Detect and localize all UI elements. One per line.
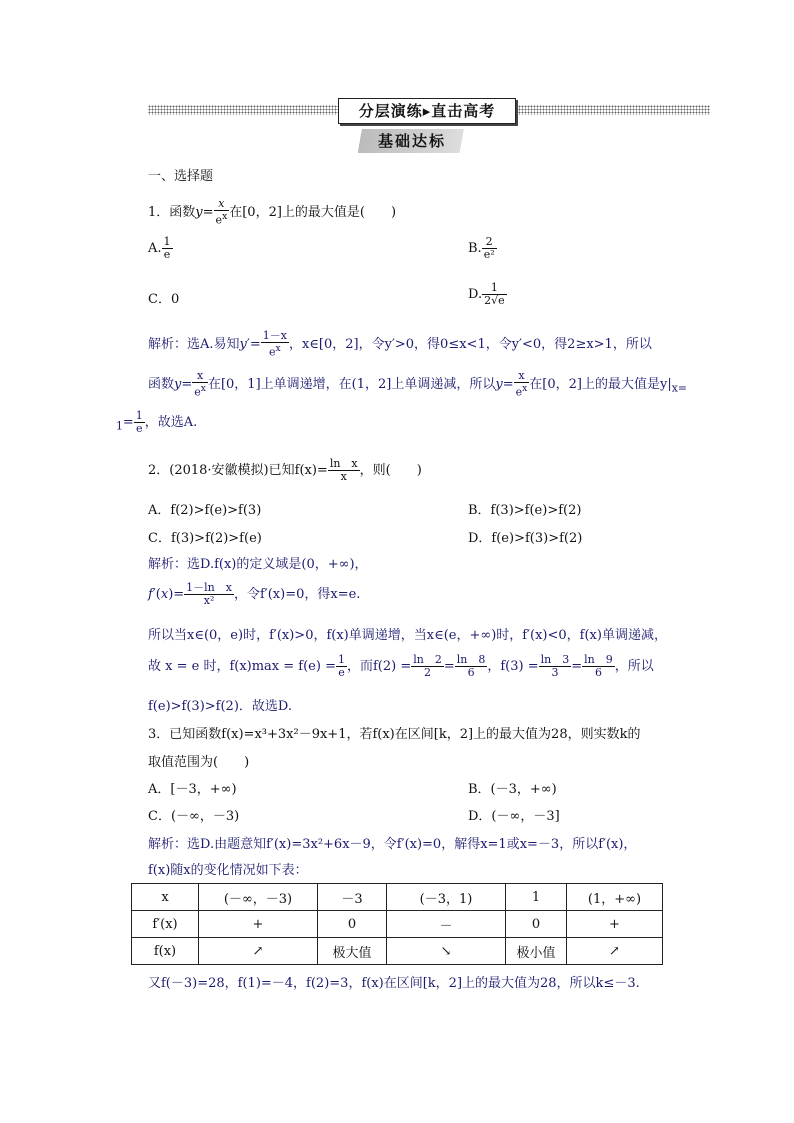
q1-option-c: C．0 (148, 292, 180, 307)
q3-solution-line2: f(x)随x的变化情况如下表： (148, 863, 308, 878)
table-row: f′(x) + 0 － 0 + (132, 911, 663, 938)
q1-option-d: D. $\frac{1}{2√e}$ (468, 281, 505, 307)
q2-solution-line4: 故 x = e 时，f(x)max = f(e) = $\frac{1}{e}$ ，而f(2) = $\frac{\ln 2}{2}$ = $\frac{\ln 8}{6}$ ，f(3) = $\frac{\ln 3}{3}$ = $\frac{\ln 9}{6}$ ，所以 (148, 653, 654, 679)
q3-option-a: A．[－3，+∞) (148, 782, 237, 797)
q2-solution-line3: 所以当x∈(0，e)时，f′(x)>0，f(x)单调递增，当x∈(e，+∞)时，f′(x)<0，f(x)单调递减， (148, 628, 667, 643)
q1-option-b: B. $\frac{2}{\text{e²}}$ (468, 235, 495, 261)
q2-option-a: A．f(2)>f(e)>f(3) (148, 503, 262, 518)
q1-option-a: A. $\frac{1}{e}$ (148, 235, 171, 261)
q3-option-c: C．(－∞，－3) (148, 809, 240, 824)
q3-stem-line2: 取值范围为( ) (148, 755, 250, 770)
q3-option-d: D．(－∞，－3] (468, 809, 560, 824)
q2-option-c: C．f(3)>f(2)>f(e) (148, 531, 262, 546)
q2-stem: 2．(2018·安徽模拟)已知f(x)= $\frac{\text{ln x}}{x}$ ，则( ) (148, 457, 422, 483)
fraction: $\frac{x}{e^x}$ (215, 197, 228, 227)
q2-solution-line2: f′(x)= $\frac{\text{1－ln x}}{\text{x²}}$ ，令f′(x)=0，得x=e. (148, 581, 361, 607)
section-title: 一、选择题 (148, 169, 214, 184)
q1-solution-line2: 函数y= $\frac{x}{e^x}$ 在[0，1]上单调递增，在(1，2]上单调递减，所以y= $\frac{x}{e^x}$ 在[0，2]上的最大值是$y|_{x=}$ (148, 369, 687, 399)
q1-solution-line1: 解析：选A.易知y′= $\frac{1-x}{e^x}$ ，x∈[0，2]，令y′>0，得0≤x<1，令y′<0，得2≥x>1，所以 (148, 329, 652, 359)
sub-banner: 基础达标 (352, 129, 472, 153)
q1-stem: 1．函数y= $\frac{x}{e^x}$ 在[0，2]上的最大值是( ) (148, 197, 397, 227)
q3-solution-line3: 又f(－3)=28，f(1)=－4，f(2)=3，f(x)在区间[k，2]上的最大值为28，所以k≤－3. (148, 976, 640, 991)
header-dots-right (518, 105, 710, 115)
q3-solution-line1: 解析：选D.由题意知f′(x)=3x²+6x－9，令f′(x)=0，解得x=1或x=－3，所以f′(x)， (148, 837, 637, 852)
section-banner: 分层演练▸直击高考 (338, 98, 516, 124)
table-row: x (－∞，－3) －3 (－3，1) 1 (1，+∞) (132, 884, 663, 911)
q3-stem-line1: 3．已知函数f(x)=x³+3x²－9x+1，若f(x)在区间[k，2]上的最大值为28，则实数k的 (148, 727, 641, 742)
q2-solution-line5: f(e)>f(3)>f(2)．故选D. (148, 699, 292, 714)
q3-option-b: B．(－3，+∞) (468, 782, 557, 797)
header-dots-left (148, 105, 338, 115)
q2-solution-line1: 解析：选D.f(x)的定义域是(0，+∞)， (148, 557, 368, 572)
table-row: f(x) ↗ 极大值 ↘ 极小值 ↗ (132, 938, 663, 965)
q2-option-b: B．f(3)>f(e)>f(2) (468, 503, 582, 518)
q1-solution-line3: $_1$= $\frac{1}{e}$ ，故选A. (116, 409, 198, 435)
variation-table (131, 883, 663, 965)
q2-option-d: D．f(e)>f(3)>f(2) (468, 531, 583, 546)
